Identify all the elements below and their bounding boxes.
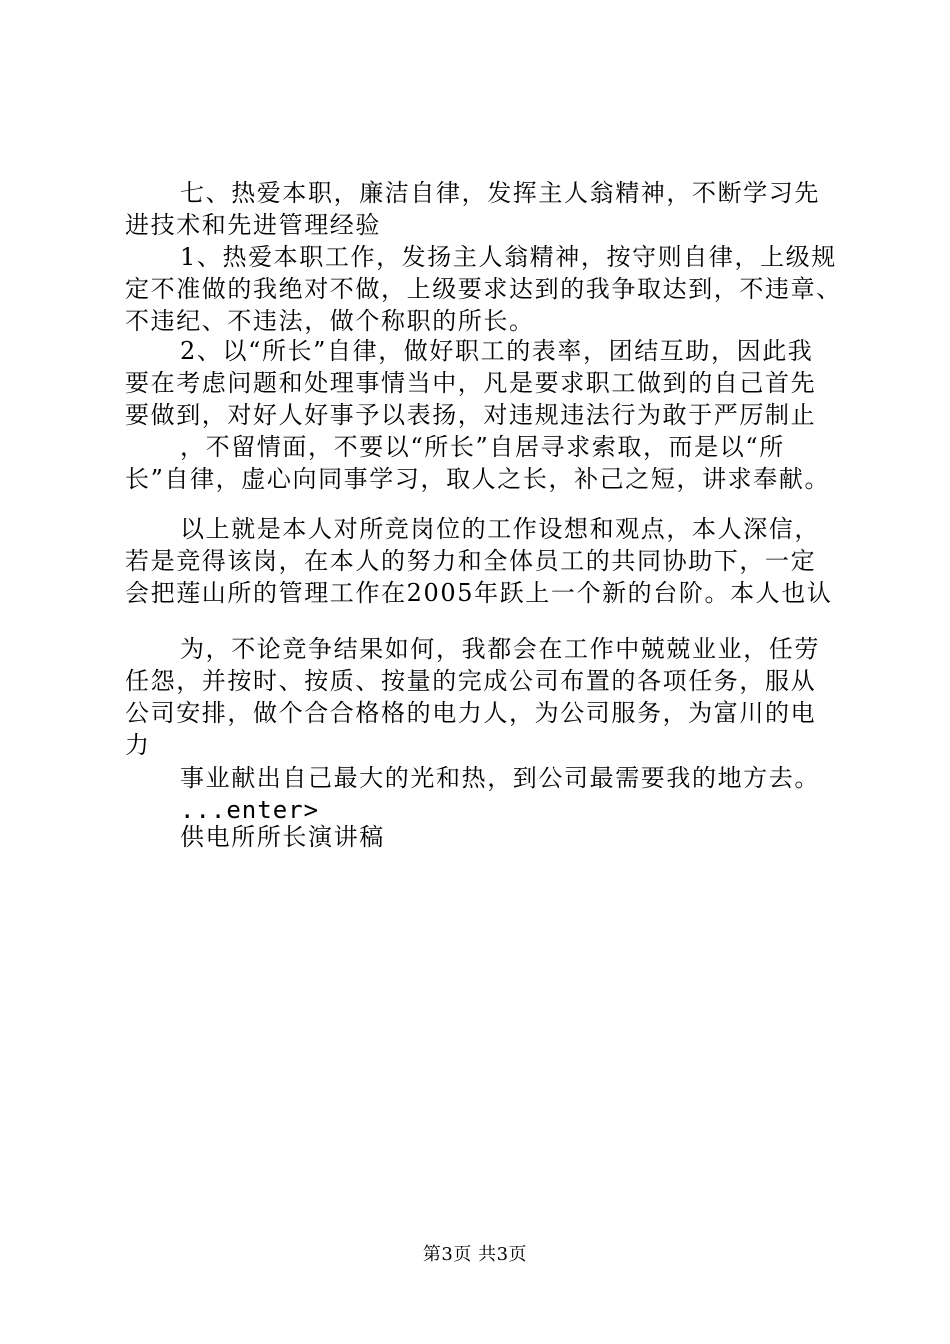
item-two-line5: 长”自律，虚心向同事学习，取人之长，补己之短，讲求奉献。 bbox=[125, 465, 831, 493]
final-line1: 事业献出自己最大的光和热，到公司最需要我的地方去。 bbox=[180, 764, 820, 792]
section-seven-heading-line2: 进技术和先进管理经验 bbox=[125, 211, 381, 239]
item-two-line4: ，不留情面，不要以“所长”自居寻求索取，而是以“所 bbox=[180, 433, 785, 461]
item-two-line2: 要在考虑问题和处理事情当中，凡是要求职工做到的自己首先 bbox=[125, 369, 817, 397]
section-seven-heading-line1: 七、热爱本职，廉洁自律，发挥主人翁精神，不断学习先 bbox=[180, 179, 820, 207]
item-one-line2: 定不准做的我绝对不做，上级要求达到的我争取达到，不违章、 bbox=[125, 275, 842, 303]
item-two-line1: 2、以“所长”自律，做好职工的表率，团结互助，因此我 bbox=[180, 337, 814, 365]
conclusion-line1: 以上就是本人对所竞岗位的工作设想和观点，本人深信， bbox=[180, 515, 820, 543]
conclusion-line2: 若是竞得该岗，在本人的努力和全体员工的共同协助下，一定 bbox=[125, 547, 817, 575]
closing-line3: 公司安排，做个合合格格的电力人，为公司服务，为富川的电 bbox=[125, 699, 817, 727]
closing-line2: 任怨，并按时、按质、按量的完成公司布置的各项任务，服从 bbox=[125, 667, 817, 695]
closing-line1: 为，不论竞争结果如何，我都会在工作中兢兢业业，任劳 bbox=[180, 635, 820, 663]
page-indicator: 第3页 共3页 bbox=[422, 1244, 528, 1265]
enter-marker: ...enter> bbox=[180, 796, 320, 824]
item-one-line3: 不违纪、不违法，做个称职的所长。 bbox=[125, 307, 535, 335]
document-title: 供电所所长演讲稿 bbox=[180, 823, 385, 851]
item-two-line3: 要做到，对好人好事予以表扬，对违规违法行为敢于严厉制止 bbox=[125, 401, 817, 429]
closing-line4: 力 bbox=[125, 731, 151, 759]
item-one-line1: 1、热爱本职工作，发扬主人翁精神，按守则自律，上级规 bbox=[180, 243, 837, 271]
conclusion-line3: 会把莲山所的管理工作在2005年跃上一个新的台阶。本人也认 bbox=[125, 579, 833, 607]
